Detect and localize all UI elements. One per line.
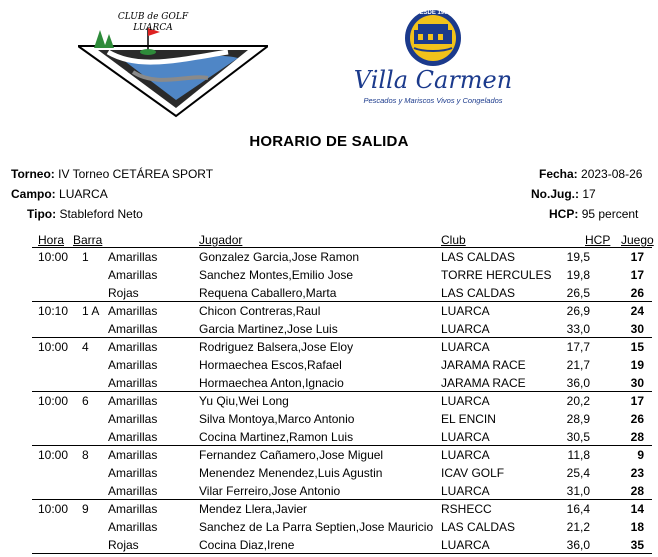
club-cell: LAS CALDAS — [441, 286, 516, 300]
player-name-cell: Menendez Menendez,Luis Agustin — [199, 466, 383, 480]
table-row — [32, 356, 652, 374]
club-cell: LUARCA — [441, 304, 490, 318]
club-cell: EL ENCIN — [441, 412, 496, 426]
tee-time-group — [32, 247, 652, 302]
hora-cell: 10:10 — [38, 304, 69, 318]
tee-color-cell: Amarillas — [108, 448, 158, 462]
club-cell: LUARCA — [441, 448, 490, 462]
barra-cell: 9 — [82, 502, 89, 516]
player-name-cell: Rodriguez Balsera,Jose Eloy — [199, 340, 354, 354]
club-cell: LAS CALDAS — [441, 520, 516, 534]
hcp-cell: 31,0 — [566, 484, 590, 498]
tee-color-cell: Amarillas — [108, 484, 158, 498]
nojug-label: No.Jug.: — [531, 187, 579, 201]
campo-value: LUARCA — [59, 187, 108, 201]
barra-cell: 1 — [82, 250, 89, 264]
club-cell: LUARCA — [441, 430, 490, 444]
player-name-cell: Cocina Martinez,Ramon Luis — [199, 430, 354, 444]
player-name-cell: Sanchez Montes,Emilio Jose — [199, 268, 354, 282]
hcp-info — [549, 207, 638, 221]
player-name-cell: Sanchez de La Parra Septien,Jose Mauricio — [199, 520, 434, 534]
tee-time-group — [32, 301, 652, 338]
table-row — [32, 320, 652, 338]
tee-color-cell: Amarillas — [108, 304, 158, 318]
hcp-cell: 36,0 — [566, 376, 590, 390]
table-row — [32, 302, 652, 320]
tee-color-cell: Amarillas — [108, 502, 158, 516]
tee-time-group — [32, 445, 652, 500]
logo-right-name: Villa Carmen — [353, 66, 513, 94]
player-name-cell: Yu Qiu,Wei Long — [199, 394, 289, 408]
playing-hcp-cell: 30 — [630, 322, 644, 336]
hcp-cell: 21,2 — [566, 520, 590, 534]
hcp-cell: 25,4 — [566, 466, 590, 480]
hcp-cell: 20,2 — [566, 394, 590, 408]
playing-hcp-cell: 23 — [630, 466, 644, 480]
club-cell: TORRE HERCULES — [441, 268, 552, 282]
playing-hcp-cell: 9 — [637, 448, 644, 462]
club-cell: ICAV GOLF — [441, 466, 505, 480]
tee-color-cell: Amarillas — [108, 340, 158, 354]
tee-color-cell: Amarillas — [108, 394, 158, 408]
hcp-cell: 33,0 — [566, 322, 590, 336]
playing-hcp-cell: 14 — [630, 502, 644, 516]
table-row — [32, 374, 652, 392]
hora-cell: 10:00 — [38, 394, 69, 408]
table-row — [32, 410, 652, 428]
table-row — [32, 428, 652, 446]
player-name-cell: Fernandez Cañamero,Jose Miguel — [199, 448, 384, 462]
torneo-label: Torneo: — [11, 167, 55, 181]
playing-hcp-cell: 28 — [630, 484, 644, 498]
tee-color-cell: Amarillas — [108, 520, 158, 534]
playing-hcp-cell: 28 — [630, 430, 644, 444]
club-cell: LUARCA — [441, 394, 490, 408]
villa-carmen-logo — [348, 8, 518, 110]
hcp-label: HCP: — [549, 207, 579, 221]
playing-hcp-cell: 35 — [630, 538, 644, 552]
tipo-label: Tipo: — [27, 207, 57, 221]
hcp-cell: 19,8 — [566, 268, 590, 282]
hcp-cell: 11,8 — [567, 448, 590, 462]
logo-left-text: CLUB de GOLF LUARCA — [117, 12, 189, 33]
player-name-cell: Garcia Martinez,Jose Luis — [199, 322, 338, 336]
barra-cell: 8 — [82, 448, 89, 462]
playing-hcp-cell: 15 — [630, 340, 644, 354]
tee-time-group — [32, 337, 652, 392]
logo-right-badge: DESDE 1963 — [415, 10, 451, 16]
campo-info — [11, 187, 108, 201]
playing-hcp-cell: 26 — [630, 412, 644, 426]
player-name-cell: Requena Caballero,Marta — [199, 286, 337, 300]
club-golf-luarca-logo — [78, 8, 268, 118]
club-cell: JARAMA RACE — [441, 358, 526, 372]
playing-hcp-cell: 26 — [630, 286, 644, 300]
nojug-value: 17 — [582, 187, 596, 201]
torneo-info — [11, 167, 213, 181]
col-header-jugador: Jugador — [199, 233, 243, 247]
table-bottom-rule — [32, 553, 652, 554]
player-name-cell: Hormaechea Anton,Ignacio — [199, 376, 344, 390]
fecha-label: Fecha: — [539, 167, 578, 181]
playing-hcp-cell: 19 — [630, 358, 644, 372]
club-cell: LUARCA — [441, 340, 490, 354]
campo-label: Campo: — [11, 187, 56, 201]
barra-cell: 1 A — [82, 304, 100, 318]
torneo-value: IV Torneo CETÁREA SPORT — [58, 167, 214, 181]
playing-hcp-cell: 24 — [630, 304, 644, 318]
table-row — [32, 248, 652, 266]
hcp-cell: 16,4 — [566, 502, 590, 516]
club-cell: LUARCA — [441, 322, 490, 336]
tee-color-cell: Amarillas — [108, 466, 158, 480]
page-title: HORARIO DE SALIDA — [249, 133, 409, 150]
tee-color-cell: Amarillas — [108, 250, 158, 264]
playing-hcp-cell: 17 — [630, 250, 644, 264]
barra-cell: 6 — [82, 394, 89, 408]
tee-time-group — [32, 391, 652, 446]
hcp-cell: 17,7 — [566, 340, 590, 354]
col-header-juego: Juego — [621, 233, 654, 247]
col-header-hcp: HCP — [585, 233, 611, 247]
barra-cell: 4 — [82, 340, 89, 354]
tee-color-cell: Amarillas — [108, 412, 158, 426]
col-header-barra: Barra — [73, 233, 103, 247]
club-cell: RSHECC — [441, 502, 492, 516]
fecha-info — [539, 167, 642, 181]
table-row — [32, 338, 652, 356]
col-header-hora: Hora — [38, 233, 65, 247]
hcp-cell: 30,5 — [566, 430, 590, 444]
tee-color-cell: Amarillas — [108, 322, 158, 336]
table-row — [32, 392, 652, 410]
hora-cell: 10:00 — [38, 250, 69, 264]
player-name-cell: Silva Montoya,Marco Antonio — [199, 412, 355, 426]
hcp-cell: 21,7 — [566, 358, 590, 372]
hora-cell: 10:00 — [38, 502, 69, 516]
tee-color-cell: Amarillas — [108, 430, 158, 444]
logo-right-tagline: Pescados y Mariscos Vivos y Congelados — [363, 96, 503, 105]
playing-hcp-cell: 30 — [630, 376, 644, 390]
hcp-cell: 26,9 — [566, 304, 590, 318]
table-row — [32, 464, 652, 482]
hcp-cell: 26,5 — [566, 286, 590, 300]
club-cell: LAS CALDAS — [441, 250, 516, 264]
hora-cell: 10:00 — [38, 340, 69, 354]
tee-color-cell: Amarillas — [108, 376, 158, 390]
table-row — [32, 446, 652, 464]
player-name-cell: Vilar Ferreiro,Jose Antonio — [199, 484, 341, 498]
table-row — [32, 284, 652, 302]
hcp-cell: 28,9 — [566, 412, 590, 426]
club-cell: JARAMA RACE — [441, 376, 526, 390]
player-name-cell: Gonzalez Garcia,Jose Ramon — [199, 250, 360, 264]
table-row — [32, 518, 652, 536]
tipo-info — [27, 207, 143, 221]
player-name-cell: Chicon Contreras,Raul — [199, 304, 321, 318]
tipo-value: Stableford Neto — [59, 207, 143, 221]
club-cell: LUARCA — [441, 538, 490, 552]
playing-hcp-cell: 17 — [630, 268, 644, 282]
playing-hcp-cell: 18 — [630, 520, 644, 534]
tee-color-cell: Rojas — [108, 286, 139, 300]
player-name-cell: Mendez Llera,Javier — [199, 502, 308, 516]
table-row — [32, 266, 652, 284]
hcp-cell: 19,5 — [566, 250, 590, 264]
club-cell: LUARCA — [441, 484, 490, 498]
tee-color-cell: Rojas — [108, 538, 139, 552]
col-header-club: Club — [441, 233, 466, 247]
hcp-value: 95 percent — [581, 207, 639, 221]
nojug-info — [531, 187, 596, 201]
tee-color-cell: Amarillas — [108, 358, 158, 372]
tee-color-cell: Amarillas — [108, 268, 158, 282]
hora-cell: 10:00 — [38, 448, 69, 462]
playing-hcp-cell: 17 — [630, 394, 644, 408]
hcp-cell: 36,0 — [566, 538, 590, 552]
player-name-cell: Hormaechea Escos,Rafael — [199, 358, 342, 372]
table-row — [32, 536, 652, 554]
table-row — [32, 482, 652, 500]
player-name-cell: Cocina Diaz,Irene — [199, 538, 295, 552]
fecha-value: 2023-08-26 — [581, 167, 643, 181]
tee-time-group — [32, 499, 652, 554]
table-row — [32, 500, 652, 518]
